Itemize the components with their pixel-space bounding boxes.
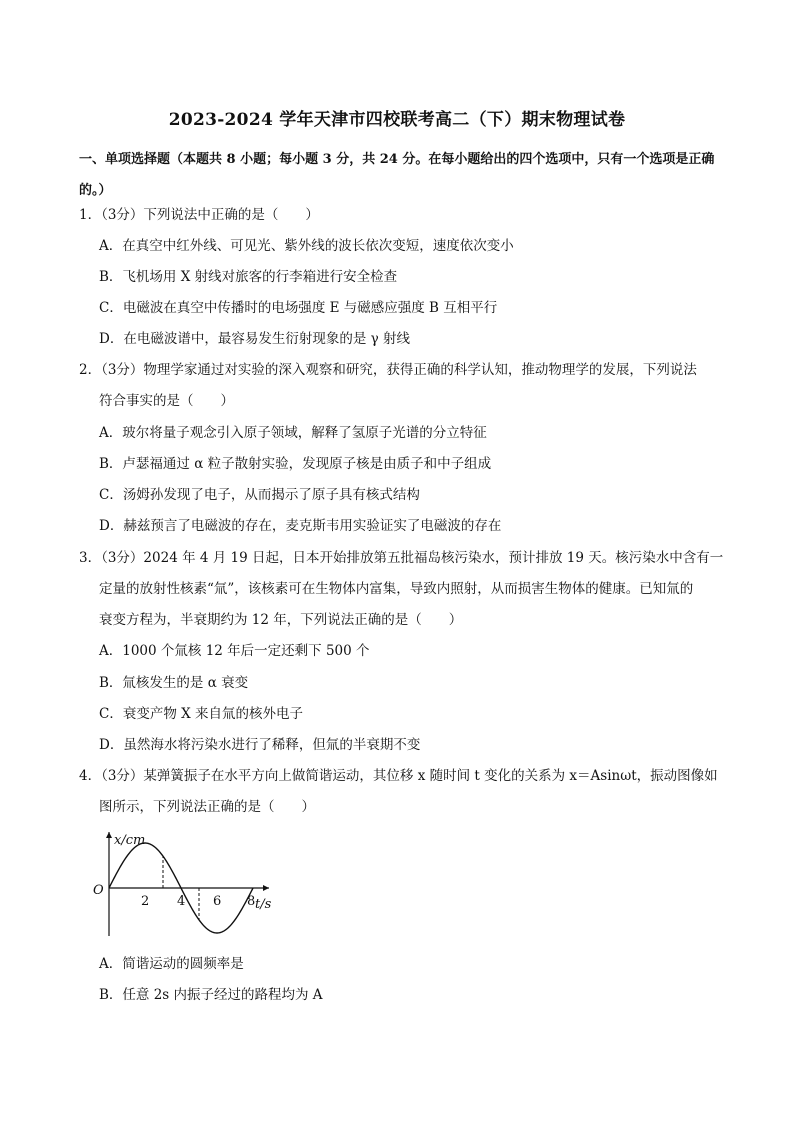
origin-label: O: [93, 883, 104, 898]
question-1-option-b: B．飞机场用 X 射线对旅客的行李箱进行安全检查: [99, 269, 398, 285]
x-tick-label: 6: [213, 894, 222, 909]
question-3-option-d: D．虽然海水将污染水进行了稀释，但氚的半衰期不变: [99, 737, 421, 753]
x-tick-label: 2: [141, 894, 150, 909]
x-tick-label: 4: [177, 894, 186, 909]
y-axis-label: x/cm: [114, 833, 146, 848]
x-axis-arrow-icon: [263, 885, 269, 891]
question-1-option-c: C．电磁波在真空中传播时的电场强度 E 与磁感应强度 B 互相平行: [99, 300, 498, 316]
section-heading: 一、单项选择题（本题共 8 小题；每小题 3 分，共 24 分。在每小题给出的四个选项中，只有一个选项是正确的。）: [79, 152, 715, 198]
question-1-stem: 1．（3分）下列说法中正确的是（ ）: [79, 207, 319, 223]
question-3-option-a: A．1000 个氚核 12 年后一定还剩下 500 个: [99, 643, 370, 659]
question-4-option-b: B．任意 2s 内振子经过的路程均为 A: [99, 987, 323, 1003]
question-1-option-a: A．在真空中红外线、可见光、紫外线的波长依次变短，速度依次变小: [99, 238, 514, 254]
x-tick-label: 8: [247, 894, 256, 909]
question-2-stem-cont: 符合事实的是（ ）: [99, 393, 234, 409]
question-3-option-b: B．氚核发生的是 α 衰变: [99, 675, 249, 691]
page-title: 2023-2024 学年天津市四校联考高二（下）期末物理试卷: [168, 110, 626, 130]
question-3-stem: 3．（3分）2024 年 4 月 19 日起，日本开始排放第五批福岛核污染水，预计排放 19 天。核污染水中含有一: [79, 550, 724, 566]
x-axis-label: t/s: [255, 897, 272, 912]
question-3-stem-cont-1: 定量的放射性核素“氚”，该核素可在生物体内富集，导致内照射，从而损害生物体的健康。已知氚的: [99, 581, 694, 597]
question-3-stem-cont-2: 衰变方程为，半衰期约为 12 年，下列说法正确的是（ ）: [99, 612, 463, 628]
question-2-stem: 2．（3分）物理学家通过对实验的深入观察和研究，获得正确的科学认知，推动物理学的发展，下列说法: [79, 362, 697, 378]
question-4-option-a: A．简谐运动的圆频率是: [99, 956, 244, 972]
question-1-option-d: D．在电磁波谱中，最容易发生衍射现象的是 γ 射线: [99, 331, 410, 347]
question-3-option-c: C．衰变产物 X 来自氚的核外电子: [99, 706, 304, 722]
oscillation-graph: [93, 826, 293, 938]
question-4-stem-cont: 图所示，下列说法正确的是（ ）: [99, 799, 315, 815]
question-2-option-a: A．玻尔将量子观念引入原子领域，解释了氢原子光谱的分立特征: [99, 425, 487, 441]
question-2-option-c: C．汤姆孙发现了电子，从而揭示了原子具有核式结构: [99, 487, 420, 503]
y-axis-arrow-icon: [106, 832, 112, 838]
question-2-option-d: D．赫兹预言了电磁波的存在，麦克斯韦用实验证实了电磁波的存在: [99, 518, 502, 534]
question-2-option-b: B．卢瑟福通过 α 粒子散射实验，发现原子核是由质子和中子组成: [99, 456, 492, 472]
question-4-stem: 4．（3分）某弹簧振子在水平方向上做简谐运动，其位移 x 随时间 t 变化的关系为 x＝Asinωt，振动图像如: [79, 768, 718, 784]
